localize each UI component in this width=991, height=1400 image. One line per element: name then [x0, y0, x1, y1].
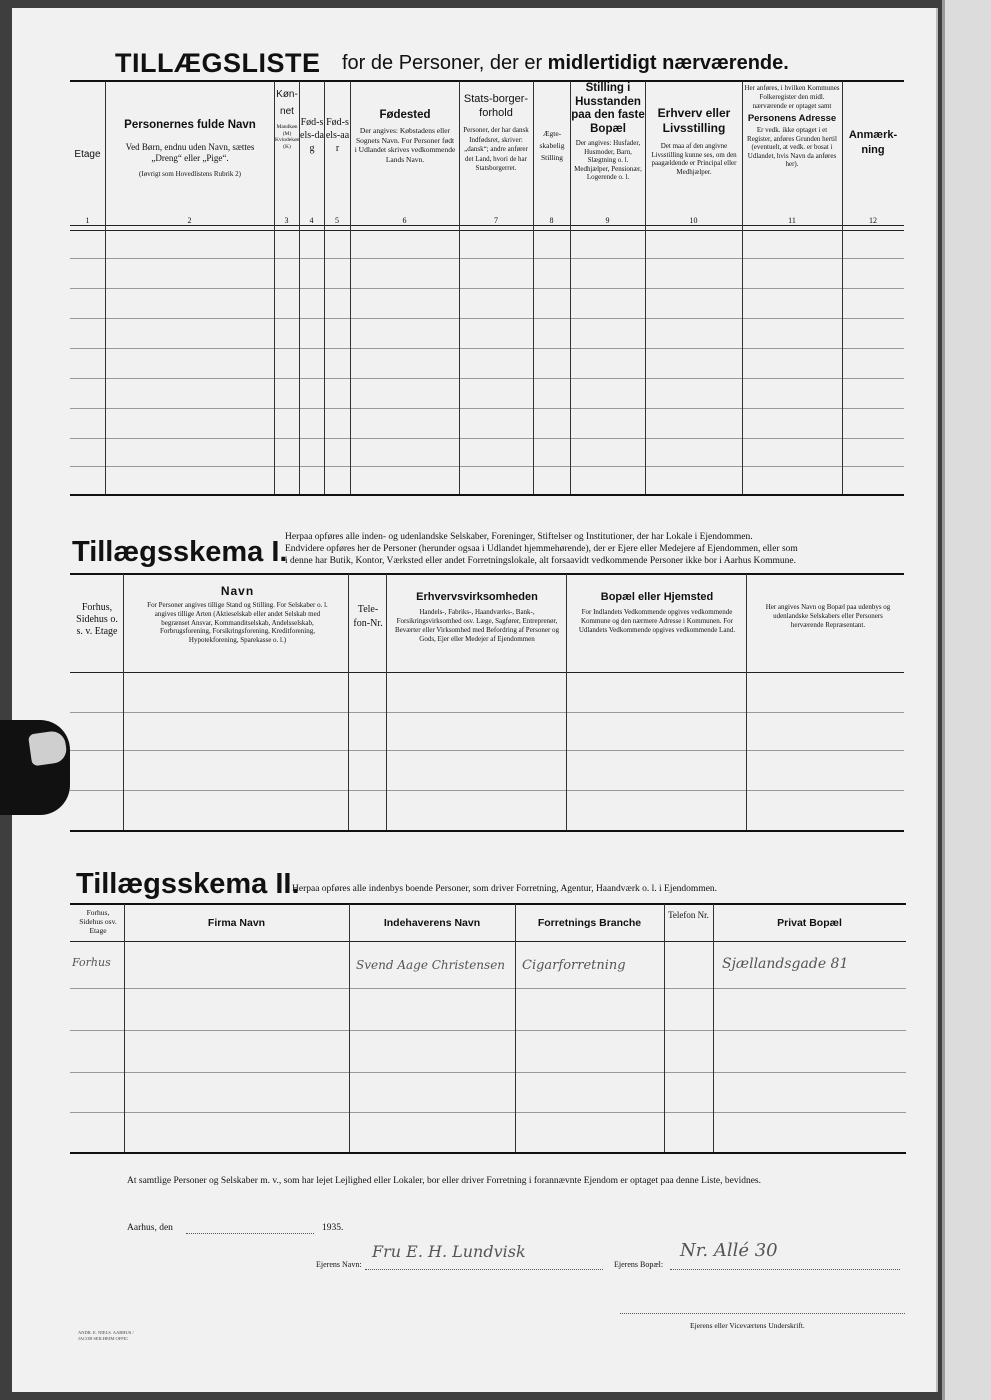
owner-address-value: Nr. Allé 30	[680, 1240, 778, 1261]
owner-name-line	[365, 1269, 603, 1270]
table-top-border	[70, 80, 904, 82]
row-line	[70, 408, 904, 409]
main-subtitle	[342, 52, 789, 75]
col-desc-birthplace: Der angives: Købstadens eller Sognets Navn. For Personer født i Udlandet skrives vedkommende Lands Navn.	[354, 126, 456, 164]
col-divider	[349, 904, 350, 1152]
col-header-household: Stilling i Husstanden paa den faste Bopæl	[571, 82, 645, 135]
col-divider	[742, 81, 743, 494]
col-divider	[124, 904, 125, 1152]
owner-address-label: Ejerens Bopæl:	[614, 1260, 664, 1269]
skema1-col-address-desc: For Indlandets Vedkommende opgives vedkommende Kommune og den nærmere Adresse i Kommunen. For Udlandets Vedkommende opgives vedkommende Land.	[578, 608, 736, 634]
col-header-marital: Ægte-skabelig Stilling	[539, 129, 565, 162]
skema2-bottom-border	[70, 1152, 906, 1154]
skema2-col-branch: Forretnings Branche	[537, 917, 642, 929]
entry-floor: Forhus	[72, 956, 111, 969]
col-divider	[348, 574, 349, 830]
col-header-name-cell	[110, 118, 270, 178]
col-desc-address-top: Her anføres, i hvilken Kommunes Folkeregister den midl. nærværende er optaget samt	[744, 84, 840, 110]
col-desc-citizenship: Personer, der har dansk Indfødsret, skriver: „dansk“; andre anfører det Land, hvori de har Statsborgerret.	[463, 126, 529, 172]
col-number: 6	[402, 216, 407, 225]
skema1-intro-line2: Endvidere opføres her de Personer (herunder ogsaa i Udlandet hjemmehørende), der er Ejere eller Medejere af Ejendommen, eller som	[285, 544, 798, 554]
col-header-name: Personernes fulde Navn	[124, 119, 256, 131]
row-line	[70, 258, 904, 259]
col-number: 2	[187, 216, 192, 225]
row-line	[70, 288, 904, 289]
col-number: 11	[788, 216, 796, 225]
col-divider	[566, 574, 567, 830]
header-bottom-line	[70, 230, 904, 231]
skema1-col-name: Navn	[220, 584, 255, 598]
entry-branch: Cigarforretning	[522, 958, 626, 973]
owner-name-label: Ejerens Navn:	[316, 1260, 362, 1269]
skema1-col-floor: Forhus, Sidehus o. s. v. Etage	[76, 602, 118, 637]
col-divider	[386, 574, 387, 830]
skema2-col-phone: Telefon Nr.	[668, 910, 709, 920]
col-header-household-cell	[571, 82, 645, 182]
skema1-col-address: Bopæl eller Hjemsted	[600, 591, 714, 603]
skema2-intro: Herpaa opføres alle indenbys boende Personer, som driver Forretning, Agentur, Haandværk o. l. i Ejendommen.	[292, 884, 718, 894]
row-line	[70, 988, 906, 989]
signature-line	[620, 1313, 905, 1314]
skema2-col-firm: Firma Navn	[207, 917, 266, 929]
skema1-col-business: Erhvervsvirksomheden	[416, 591, 538, 603]
main-title: TILLÆGSLISTE	[115, 48, 321, 78]
owner-name-value: Fru E. H. Lundvisk	[372, 1242, 526, 1261]
col-divider	[350, 81, 351, 494]
year: 1935.	[322, 1223, 344, 1233]
next-page-edge	[942, 0, 991, 1400]
main-subtitle-part2: midlertidigt nærværende.	[547, 52, 789, 74]
col-divider	[123, 574, 124, 830]
entry-home: Sjællandsgade 81	[722, 956, 849, 972]
col-number: 3	[284, 216, 289, 225]
col-header-etage: Etage	[74, 149, 101, 160]
main-subtitle-part1: for de Personer, der er	[342, 52, 543, 74]
row-line	[70, 1072, 906, 1073]
skema1-intro	[285, 531, 905, 567]
owner-address-line	[670, 1269, 900, 1270]
signature-label: Ejerens eller Viceværtens Underskrift.	[690, 1321, 805, 1330]
col-header-remarks: Anmærk-ning	[848, 129, 898, 156]
row-line	[70, 466, 904, 467]
table-bottom-border	[70, 494, 904, 496]
row-line	[70, 1112, 906, 1113]
skema2-header-bottom	[70, 941, 906, 942]
col-divider	[664, 904, 665, 1152]
row-line	[70, 790, 904, 791]
row-line	[70, 1030, 906, 1031]
skema1-intro-line3: i denne har Butik, Kontor, Værksted eller andet Forretningslokale, alt forsaavidt vedkommende Personer ikke bor i Aarhus Kommune.	[285, 556, 797, 566]
date-line	[186, 1233, 314, 1234]
col-desc-name: Ved Børn, endnu uden Navn, sættes „Dreng“ eller „Pige“.	[125, 142, 255, 163]
skema1-col-business-cell	[392, 590, 562, 644]
skema1-title: Tillægsskema I.	[72, 536, 288, 568]
col-number: 8	[549, 216, 554, 225]
col-header-sex-cell	[275, 86, 299, 150]
skema1-col-business-desc: Handels-, Fabriks-, Haandværks-, Bank-, Forsikringsvirksomhed osv. Læge, Sagfører, Entreprenør, Beværter eller Virksomhed med Befordring af Personer og Gods, Ejer eller Medejer af Ejendommen	[394, 608, 560, 643]
col-desc-occupation: Det maa af den angivne Livsstilling kunne ses, om den paagældende er Principal eller Medhjælper.	[651, 142, 737, 176]
skema1-col-phone: Tele-fon-Nr.	[353, 604, 383, 629]
col-number: 5	[335, 216, 339, 225]
skema2-col-floor: Forhus, Sidehus osv. Etage	[79, 908, 117, 935]
col-header-occupation: Erhverv eller Livsstilling	[657, 106, 731, 135]
entry-owner: Svend Aage Christensen	[356, 958, 506, 972]
row-line	[70, 750, 904, 751]
col-number: 4	[309, 216, 314, 225]
col-number: 1	[85, 216, 90, 225]
skema1-bottom-border	[70, 830, 904, 832]
col-header-address-cell	[744, 84, 840, 169]
col-note-name: (Iøvrigt som Hovedlistens Rubrik 2)	[139, 170, 241, 178]
col-number: 7	[494, 216, 498, 225]
row-line	[70, 438, 904, 439]
col-header-birthplace: Fødested	[379, 109, 431, 121]
skema1-col-representative: Her angives Navn og Bopæl paa udenbys og udenlandske Selskabers eller Personers herværende Repræsentant.	[765, 603, 891, 629]
skema1-header-bottom	[70, 672, 904, 673]
col-header-address: Personens Adresse	[747, 113, 837, 124]
skema1-intro-line1: Herpaa opføres alle inden- og udenlandske Selskaber, Foreninger, Stiftelser og Institutioner, der har Lokale i Ejendommen.	[285, 532, 753, 542]
skema2-col-owner: Indehaverens Navn	[383, 917, 481, 929]
col-desc-address: Er vedk. ikke optaget i et Register, anføres Grunden hertil (eventuelt, at vedk. er bosat i Udlandet, hvis Navn da anføres her).	[747, 126, 837, 168]
row-line	[70, 348, 904, 349]
col-header-citizenship: Stats-borger-forhold	[463, 93, 529, 119]
skema1-top-border	[70, 573, 904, 575]
row-line	[70, 378, 904, 379]
skema1-col-name-cell	[140, 584, 335, 645]
col-divider	[515, 904, 516, 1152]
place-date-label: Aarhus, den	[127, 1223, 173, 1233]
col-desc-household: Der angives: Husfader, Husmoder, Barn, Slægtning o. l. Medhjælper, Pensionær, Logerende o. l.	[574, 139, 642, 181]
col-number: 9	[605, 216, 610, 225]
declaration: At samtlige Personer og Selskaber m. v., som har lejet Lejlighed eller Lokaler, bor eller driver Forretning i forannævnte Ejendom er optaget paa denne Liste, bevidnes.	[127, 1176, 761, 1186]
col-desc-sex: Mandkøn (M) Kvindekøn (K)	[275, 124, 300, 150]
row-line	[70, 318, 904, 319]
skema2-title: Tillægsskema II.	[76, 868, 300, 900]
skema2-col-home: Privat Bopæl	[777, 917, 842, 929]
col-header-birthplace-cell	[354, 108, 456, 164]
col-divider	[746, 574, 747, 830]
header-number-line	[70, 225, 904, 226]
col-divider	[645, 81, 646, 494]
col-divider	[713, 904, 714, 1152]
col-number: 12	[869, 216, 877, 225]
col-header-sex: Køn-net	[276, 89, 298, 117]
row-line	[70, 712, 904, 713]
col-divider	[459, 81, 460, 494]
col-number: 10	[689, 216, 698, 225]
col-header-citizenship-cell	[461, 92, 531, 174]
skema1-col-address-cell	[572, 590, 742, 635]
col-header-birthyear: Fød-sels-aar	[325, 117, 350, 154]
col-divider	[105, 81, 106, 494]
skema1-col-name-desc: For Personer angives tillige Stand og Stilling. For Selskaber o. l. angives tillige Arten (Aktieselskab eller andet Selskab med begrænset Ansvar, Kommanditselskab, Andelsselskab, Forbrugsforening, Forsikringsforening, Kreditforening, Hypotekforening, Sparekasse o. l.)	[147, 601, 328, 645]
skema2-top-border	[70, 903, 906, 905]
printer-imprint: ANDR. E. NIELS. AARHUS / JACOB SEILHEIM OFFIC	[78, 1330, 134, 1341]
col-header-birthday: Fød-sels-dag	[300, 117, 324, 154]
col-header-occupation-cell	[648, 106, 740, 176]
